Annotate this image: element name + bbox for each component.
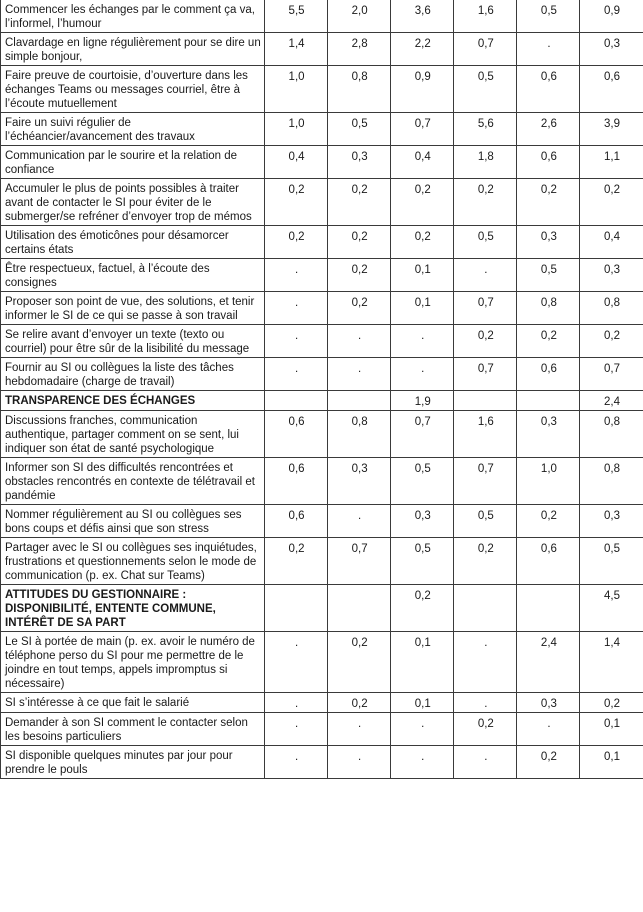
row-label: Fournir au SI ou collègues la liste des tâches hebdomadaire (charge de travail) <box>1 358 265 391</box>
value-cell: 1,0 <box>265 66 328 113</box>
value-cell: 0,7 <box>454 292 517 325</box>
value-cell: . <box>265 358 328 391</box>
value-cell: 0,1 <box>391 259 454 292</box>
value-cell: 0,5 <box>454 226 517 259</box>
value-cell: 0,7 <box>454 358 517 391</box>
value-cell: 0,5 <box>391 538 454 585</box>
value-cell: 0,5 <box>328 113 391 146</box>
value-cell: 0,3 <box>328 458 391 505</box>
value-cell: 2,4 <box>580 391 643 411</box>
value-cell: 0,5 <box>517 259 580 292</box>
table-row <box>1 713 643 746</box>
table-row <box>1 411 643 458</box>
value-cell: 1,0 <box>517 458 580 505</box>
value-cell: 0,5 <box>391 458 454 505</box>
value-cell: 1,8 <box>454 146 517 179</box>
value-cell <box>454 391 517 411</box>
value-cell: . <box>265 325 328 358</box>
row-label: SI s’intéresse à ce que fait le salarié <box>1 693 265 713</box>
value-cell: 0,2 <box>265 538 328 585</box>
value-cell: 0,2 <box>328 226 391 259</box>
value-cell: . <box>454 693 517 713</box>
table-row <box>1 358 643 391</box>
value-cell: 2,8 <box>328 33 391 66</box>
value-cell: 0,4 <box>391 146 454 179</box>
value-cell: 0,2 <box>454 179 517 226</box>
table-row <box>1 505 643 538</box>
value-cell: 0,5 <box>580 538 643 585</box>
row-label: Demander à son SI comment le contacter selon les besoins particuliers <box>1 713 265 746</box>
value-cell: 0,7 <box>328 538 391 585</box>
value-cell: 0,6 <box>265 458 328 505</box>
row-label: Faire un suivi régulier de l’échéancier/avancement des travaux <box>1 113 265 146</box>
table-row <box>1 325 643 358</box>
value-cell: 2,0 <box>328 0 391 33</box>
table-row <box>1 538 643 585</box>
value-cell: 1,0 <box>265 113 328 146</box>
value-cell: 0,2 <box>265 226 328 259</box>
value-cell: 0,3 <box>328 146 391 179</box>
value-cell: 0,2 <box>328 259 391 292</box>
value-cell: 0,2 <box>580 325 643 358</box>
value-cell: 0,5 <box>454 505 517 538</box>
table-row <box>1 0 643 33</box>
value-cell: . <box>454 632 517 693</box>
value-cell: . <box>391 713 454 746</box>
value-cell <box>265 391 328 411</box>
value-cell <box>517 391 580 411</box>
table-row <box>1 113 643 146</box>
table-row <box>1 179 643 226</box>
value-cell: 0,2 <box>517 505 580 538</box>
value-cell: 0,7 <box>391 113 454 146</box>
value-cell: 0,2 <box>517 179 580 226</box>
table-row <box>1 292 643 325</box>
value-cell: . <box>265 292 328 325</box>
value-cell: 0,5 <box>517 0 580 33</box>
value-cell: . <box>454 746 517 779</box>
value-cell: 0,7 <box>454 33 517 66</box>
row-label: Clavardage en ligne régulièrement pour se dire un simple bonjour, <box>1 33 265 66</box>
value-cell: 0,2 <box>391 226 454 259</box>
table-row <box>1 146 643 179</box>
row-label: Communication par le sourire et la relation de confiance <box>1 146 265 179</box>
value-cell: . <box>391 358 454 391</box>
row-label: Utilisation des émoticônes pour désamorcer certains états <box>1 226 265 259</box>
value-cell: 0,8 <box>580 458 643 505</box>
row-label: Proposer son point de vue, des solutions, et tenir informer le SI de ce qui se passe à son travail <box>1 292 265 325</box>
value-cell: . <box>328 746 391 779</box>
value-cell: 0,2 <box>328 292 391 325</box>
value-cell: . <box>391 746 454 779</box>
table-row <box>1 33 643 66</box>
table-row <box>1 632 643 693</box>
value-cell: . <box>265 632 328 693</box>
value-cell: 0,2 <box>454 538 517 585</box>
value-cell <box>265 585 328 632</box>
value-cell: 1,1 <box>580 146 643 179</box>
row-label: Nommer régulièrement au SI ou collègues ses bons coups et défis ainsi que son stress <box>1 505 265 538</box>
value-cell: 0,6 <box>517 146 580 179</box>
value-cell: 0,2 <box>517 746 580 779</box>
value-cell: . <box>391 325 454 358</box>
table-row <box>1 746 643 779</box>
value-cell: . <box>265 259 328 292</box>
value-cell: 1,6 <box>454 411 517 458</box>
value-cell: 1,4 <box>265 33 328 66</box>
section-label: TRANSPARENCE DES ÉCHANGES <box>1 391 265 411</box>
value-cell: 0,2 <box>454 713 517 746</box>
row-label: Informer son SI des difficultés rencontrées et obstacles rencontrés en contexte de télétravail et pandémie <box>1 458 265 505</box>
value-cell: 0,5 <box>454 66 517 113</box>
value-cell: 0,3 <box>391 505 454 538</box>
row-label: Accumuler le plus de points possibles à traiter avant de contacter le SI pour éviter de le submerger/se refréner d’envoyer trop de mémos <box>1 179 265 226</box>
row-label: Partager avec le SI ou collègues ses inquiétudes, frustrations et questionnements selon le mode de communication (p. ex. Chat sur Teams) <box>1 538 265 585</box>
value-cell: 0,8 <box>328 411 391 458</box>
value-cell: 0,6 <box>517 66 580 113</box>
value-cell: 0,2 <box>391 179 454 226</box>
value-cell: 0,3 <box>580 259 643 292</box>
value-cell: 0,8 <box>580 292 643 325</box>
value-cell: 2,2 <box>391 33 454 66</box>
value-cell: 0,2 <box>391 585 454 632</box>
value-cell: 2,6 <box>517 113 580 146</box>
value-cell: 0,6 <box>265 505 328 538</box>
table-row <box>1 458 643 505</box>
value-cell: 5,6 <box>454 113 517 146</box>
value-cell: 0,7 <box>454 458 517 505</box>
row-label: Se relire avant d’envoyer un texte (texto ou courriel) pour être sûr de la lisibilité du message <box>1 325 265 358</box>
value-cell: 0,1 <box>391 292 454 325</box>
value-cell: 0,1 <box>580 713 643 746</box>
value-cell <box>328 391 391 411</box>
value-cell: 0,2 <box>454 325 517 358</box>
value-cell: 0,2 <box>580 693 643 713</box>
value-cell: 0,1 <box>391 632 454 693</box>
value-cell: 0,2 <box>580 179 643 226</box>
value-cell: 0,8 <box>328 66 391 113</box>
row-label: SI disponible quelques minutes par jour pour prendre le pouls <box>1 746 265 779</box>
section-header-row <box>1 585 643 632</box>
row-label: Discussions franches, communication authentique, partager comment on se sent, lui indiquer son état de santé psychologique <box>1 411 265 458</box>
value-cell: . <box>265 693 328 713</box>
value-cell: 0,9 <box>580 0 643 33</box>
value-cell: 0,4 <box>265 146 328 179</box>
value-cell: 1,6 <box>454 0 517 33</box>
value-cell <box>454 585 517 632</box>
value-cell: 0,6 <box>265 411 328 458</box>
table-row <box>1 226 643 259</box>
row-label: Être respectueux, factuel, à l’écoute des consignes <box>1 259 265 292</box>
value-cell: 0,2 <box>328 179 391 226</box>
value-cell: 5,5 <box>265 0 328 33</box>
value-cell: 0,7 <box>580 358 643 391</box>
value-cell: 0,6 <box>580 66 643 113</box>
value-cell: 1,4 <box>580 632 643 693</box>
value-cell: . <box>328 713 391 746</box>
value-cell: 0,2 <box>517 325 580 358</box>
value-cell: . <box>265 746 328 779</box>
value-cell <box>328 585 391 632</box>
section-header-row <box>1 391 643 411</box>
row-label: Commencer les échanges par le comment ça va, l’informel, l’humour <box>1 0 265 33</box>
row-label: Le SI à portée de main (p. ex. avoir le numéro de téléphone perso du SI pour me permettre de le joindre en tout temps, appels impromptus si nécessaire) <box>1 632 265 693</box>
value-cell: 0,3 <box>580 33 643 66</box>
value-cell: 0,1 <box>391 693 454 713</box>
value-cell: 0,3 <box>517 411 580 458</box>
value-cell: . <box>328 505 391 538</box>
value-cell: 0,2 <box>328 693 391 713</box>
value-cell: 3,6 <box>391 0 454 33</box>
value-cell: 2,4 <box>517 632 580 693</box>
value-cell: 3,9 <box>580 113 643 146</box>
table-row <box>1 693 643 713</box>
value-cell: 0,3 <box>517 693 580 713</box>
value-cell: 0,6 <box>517 358 580 391</box>
value-cell: 0,3 <box>580 505 643 538</box>
value-cell: 4,5 <box>580 585 643 632</box>
value-cell: . <box>517 33 580 66</box>
value-cell: 0,8 <box>580 411 643 458</box>
value-cell: 0,2 <box>328 632 391 693</box>
value-cell: 0,8 <box>517 292 580 325</box>
value-cell <box>517 585 580 632</box>
value-cell: 0,4 <box>580 226 643 259</box>
value-cell: 1,9 <box>391 391 454 411</box>
value-cell: . <box>328 358 391 391</box>
row-label: Faire preuve de courtoisie, d’ouverture dans les échanges Teams ou messages courriel, être à l’écoute mutuellement <box>1 66 265 113</box>
value-cell: 0,3 <box>517 226 580 259</box>
value-cell: 0,9 <box>391 66 454 113</box>
table-body <box>1 0 643 779</box>
value-cell: . <box>265 713 328 746</box>
table-row <box>1 66 643 113</box>
value-cell: 0,6 <box>517 538 580 585</box>
value-cell: 0,7 <box>391 411 454 458</box>
section-label: ATTITUDES DU GESTIONNAIRE : DISPONIBILITÉ, ENTENTE COMMUNE, INTÉRÊT DE SA PART <box>1 585 265 632</box>
value-cell: 0,2 <box>265 179 328 226</box>
value-cell: . <box>517 713 580 746</box>
table-row <box>1 259 643 292</box>
value-cell: 0,1 <box>580 746 643 779</box>
value-cell: . <box>328 325 391 358</box>
value-cell: . <box>454 259 517 292</box>
